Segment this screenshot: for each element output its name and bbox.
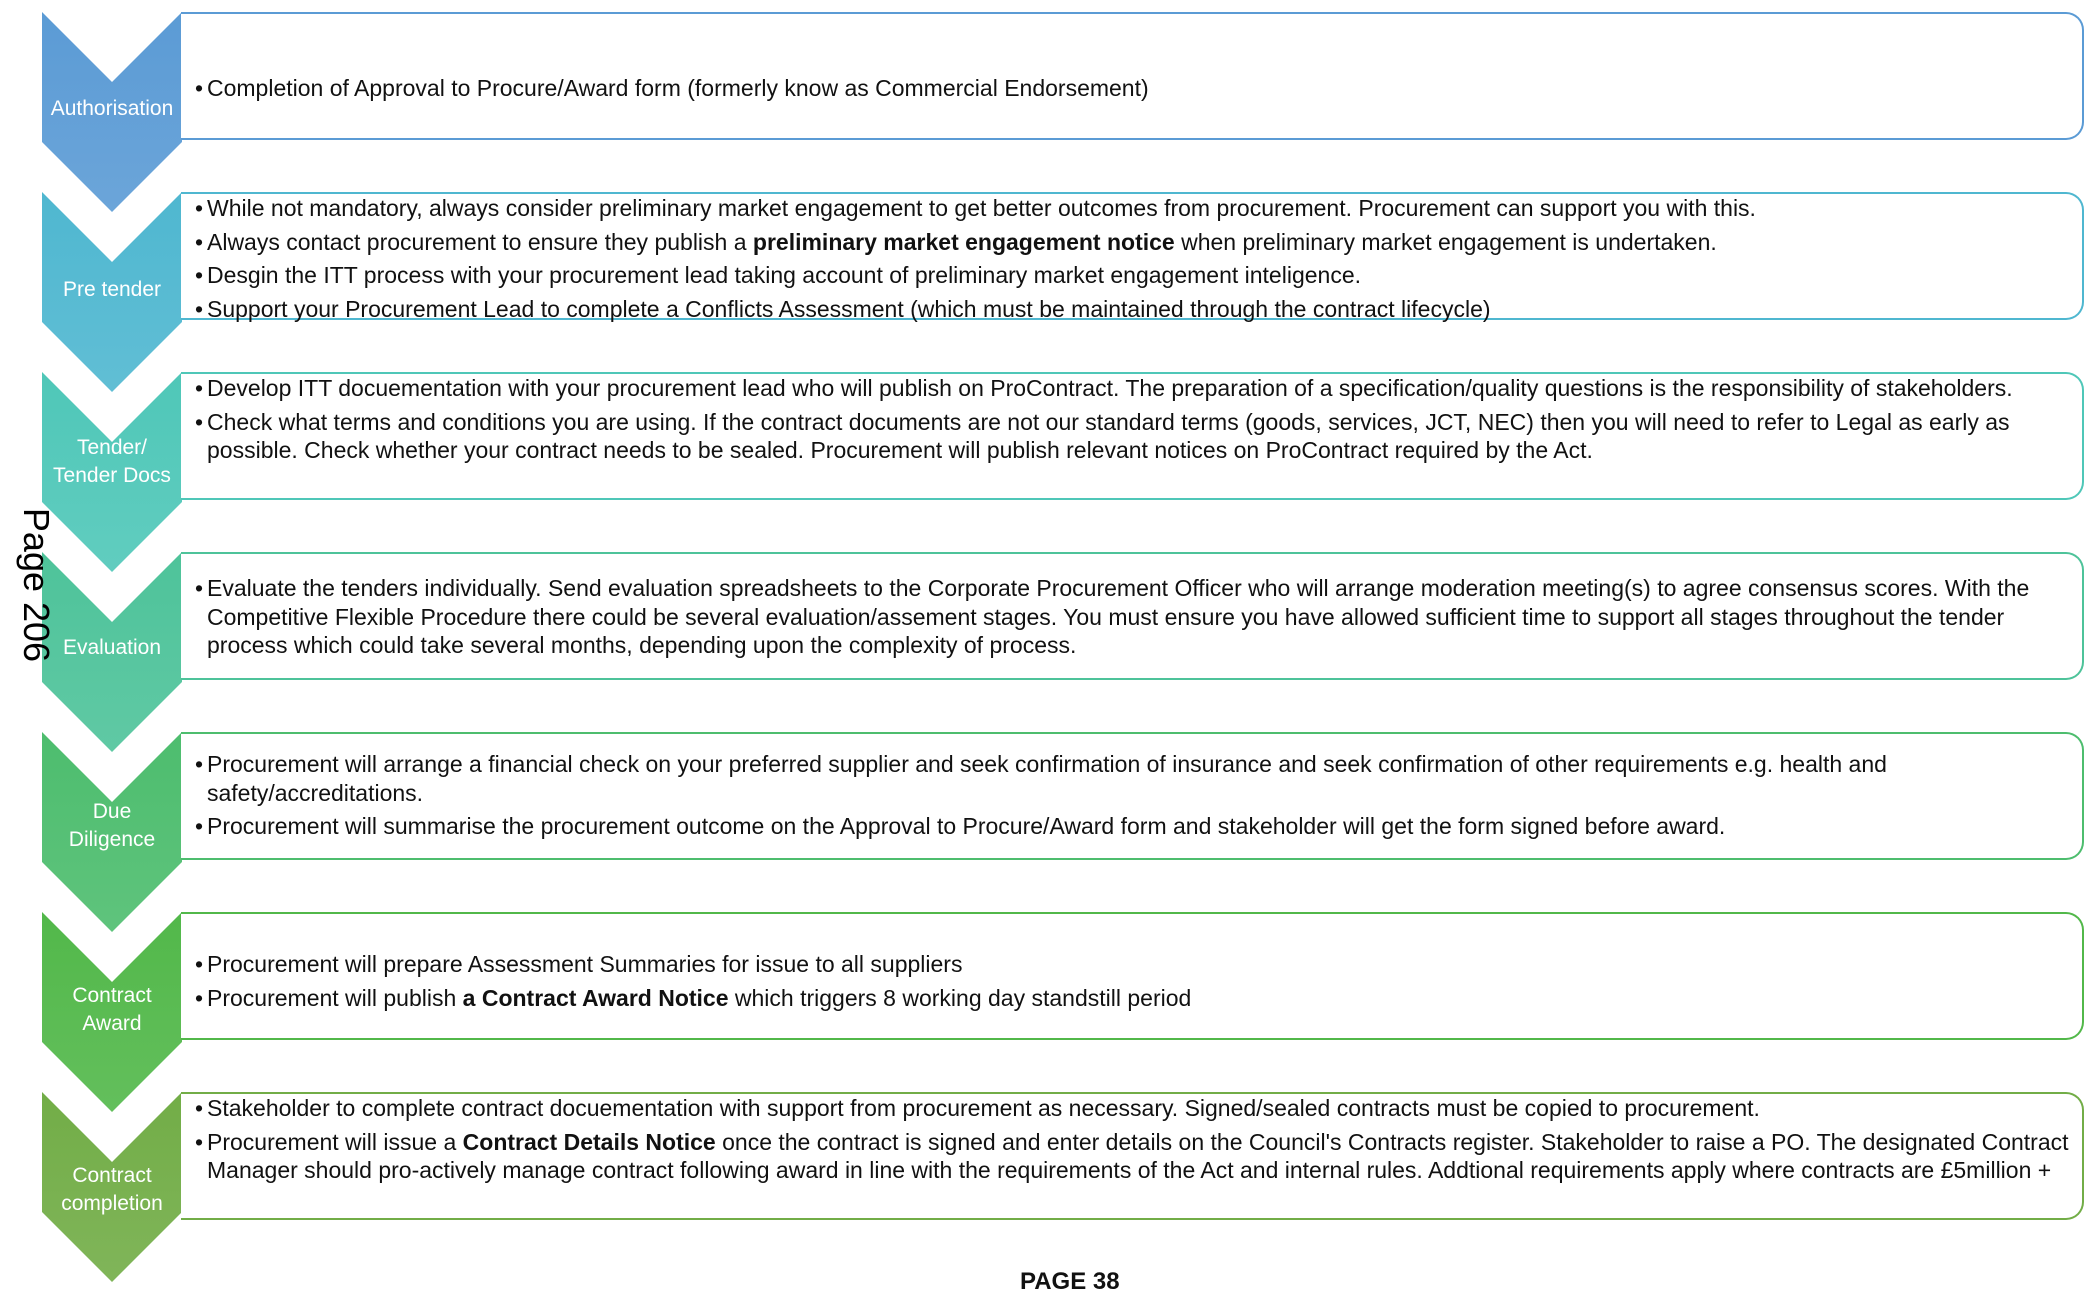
stage-label	[42, 95, 182, 123]
stage-bullet	[195, 1094, 2078, 1123]
stage-description-box	[181, 372, 2084, 500]
bullet-text: Always contact procurement to ensure they publish a	[207, 228, 753, 255]
bullet-text: Procurement will issue a	[207, 1128, 463, 1155]
stage-bullet-list	[195, 750, 2078, 846]
stage-description-box	[181, 552, 2084, 680]
stage-label	[42, 982, 182, 1038]
bullet-text: Procurement will summarise the procurement outcome on the Approval to Procure/Award form and stakeholder will get the form signed before award.	[207, 813, 1726, 839]
stage-bullet	[195, 194, 2078, 223]
stage-label	[42, 798, 182, 854]
stage-label-line: Diligence	[68, 828, 156, 851]
stage-chevron	[42, 552, 182, 752]
bullet-bold-text: Contract Details Notice	[462, 1128, 716, 1155]
stage-label-line: Authorisation	[50, 97, 174, 120]
stage-bullet-list	[195, 194, 2078, 328]
footer-page-label: PAGE 38	[1020, 1268, 1120, 1295]
stage-chevron	[42, 192, 182, 392]
stage-bullet	[195, 1128, 2078, 1185]
stage-label-line: Pre tender	[62, 278, 162, 301]
side-page-number-text: Page 206	[16, 507, 57, 663]
bullet-text: Stakeholder to complete contract docuementation with support from procurement as necessary. Signed/sealed contracts must be copied to procurement.	[207, 1095, 1760, 1121]
stage-bullet	[195, 74, 2078, 103]
bullet-text: Completion of Approval to Procure/Award form (formerly know as Commercial Endorsement)	[207, 75, 1149, 101]
stage-label-line: Tender Docs	[53, 464, 171, 487]
stage-label-line: Tender/	[76, 436, 148, 459]
stage-bullet	[195, 984, 2078, 1013]
stage-bullet	[195, 261, 2078, 290]
stage-bullet-list	[195, 74, 2078, 108]
stage-chevron	[42, 732, 182, 932]
bullet-text: once the contract is signed and enter details on the Council's Contracts register. Stakeholder to raise a PO. The designated Contract Manager should pro-actively manage contract following award in line with the requirements of the Act and internal rules. Addtional requirements apply where contracts are £5million +	[207, 1128, 2069, 1183]
bullet-text: Support your Procurement Lead to complete a Conflicts Assessment (which must be maintained through the contract lifecycle)	[207, 295, 1491, 322]
stage-label-line: Contract	[72, 984, 152, 1007]
stage-description-box	[181, 192, 2084, 320]
stage-description-box	[181, 1092, 2084, 1220]
bullet-text: when preliminary market engagement is undertaken.	[1174, 228, 1717, 255]
stage-bullet	[195, 295, 2078, 324]
stage-label-line: completion	[61, 1192, 163, 1215]
bullet-text: Procurement will publish	[207, 984, 463, 1011]
bullet-text: Procurement will arrange a financial check on your preferred supplier and seek confirmation of insurance and seek confirmation of other requirements e.g. health and safety/accreditations.	[207, 751, 1887, 806]
bullet-text: Evaluate the tenders individually. Send evaluation spreadsheets to the Corporate Procurement Officer who will arrange moderation meeting(s) to agree consensus scores. With the Competitive Flexible Procedure there could be several evaluation/assement stages. You must ensure you have allowed sufficient time to support all stages throughout the tender process which could take several months, depending upon the complexity of process.	[207, 575, 2030, 658]
stage-label	[42, 276, 182, 304]
bullet-text: Develop ITT docuementation with your procurement lead who will publish on ProContract. The preparation of a specification/quality questions is the responsibility of stakeholders.	[207, 375, 2013, 401]
bullet-bold-text: a Contract Award Notice	[462, 984, 729, 1011]
bullet-text: Procurement will prepare Assessment Summaries for issue to all suppliers	[207, 951, 963, 977]
stage-label-line: Award	[82, 1012, 142, 1035]
bullet-text: Check what terms and conditions you are using. If the contract documents are not our standard terms (goods, services, JCT, NEC) then you will need to refer to Legal as early as possible. Check whether your contract needs to be sealed. Procurement will publish relevant notices on ProContract required by the Act.	[207, 408, 2010, 463]
stage-bullet	[195, 408, 2078, 465]
stage-label-line: Evaluation	[62, 636, 162, 659]
bullet-bold-text: preliminary market engagement notice	[752, 228, 1175, 255]
stage-label-line: Contract	[72, 1164, 152, 1187]
stage-bullet	[195, 574, 2078, 660]
stage-label	[42, 1162, 182, 1218]
stage-label	[42, 634, 182, 662]
stage-bullet	[195, 228, 2078, 257]
stage-bullet	[195, 950, 2078, 979]
stage-bullet-list	[195, 950, 2078, 1017]
stage-bullet-list	[195, 374, 2078, 470]
stage-label	[42, 434, 182, 490]
stage-bullet	[195, 374, 2078, 403]
stage-bullet-list	[195, 574, 2078, 665]
stage-label-line: Due	[92, 800, 132, 823]
stage-description-box	[181, 912, 2084, 1040]
stage-chevron	[42, 1092, 182, 1282]
stage-bullet	[195, 812, 2078, 841]
stage-chevron	[42, 12, 182, 212]
bullet-text: While not mandatory, always consider preliminary market engagement to get better outcomes from procurement. Procurement can support you with this.	[207, 195, 1756, 221]
stage-chevron	[42, 372, 182, 572]
stage-bullet	[195, 750, 2078, 807]
side-page-number	[12, 490, 60, 680]
stage-description-box	[181, 732, 2084, 860]
stage-description-box	[181, 12, 2084, 140]
stage-chevron	[42, 912, 182, 1112]
stage-bullet-list	[195, 1094, 2078, 1190]
bullet-text: Desgin the ITT process with your procurement lead taking account of preliminary market engagement inteligence.	[207, 262, 1361, 288]
bullet-text: which triggers 8 working day standstill period	[728, 984, 1192, 1011]
